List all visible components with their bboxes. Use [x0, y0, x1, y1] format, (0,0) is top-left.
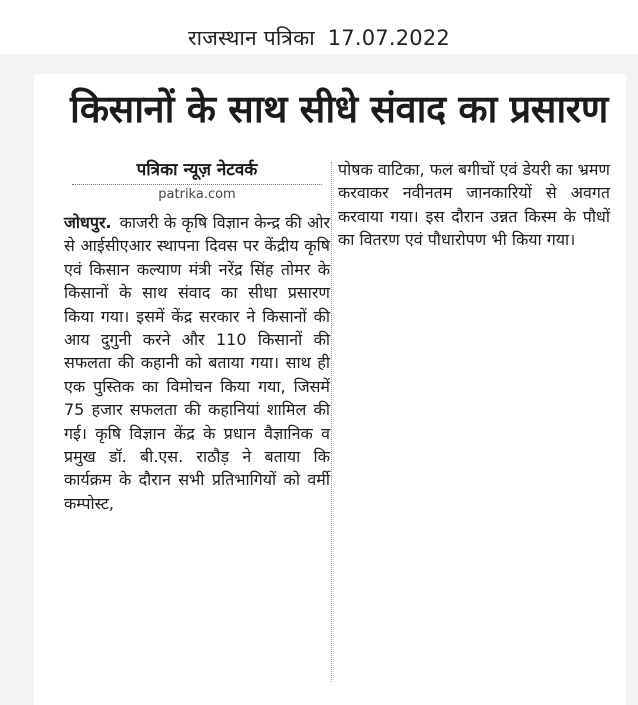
news-clipping	[34, 74, 626, 705]
article-column-left	[64, 158, 330, 515]
article-body-right: पोषक वाटिका, फल बगीचों एवं डेयरी का भ्रमण करवाकर नवीनतम जानकारियों से अवगत करवाया गया। इस दौरान उन्नत किस्म के पौधों का वितरण एवं पौधारोपण भी किया गया।	[338, 160, 610, 250]
newspaper-name: राजस्थान पत्रिका	[187, 26, 315, 50]
article-text-left: काजरी के कृषि विज्ञान केन्द्र की ओर से आईसीएआर स्थापना दिवस पर केंद्रीय कृषि एवं किसान कल्याण मंत्री नरेंद्र सिंह तोमर के किसानों के साथ संवाद का सीधा प्रसारण किया गया। इसमें केंद्र सरकार ने किसानों की आय दुगुनी करने और 110 किसानों की सफलता की कहानी को बताया गया। साथ ही एक पुस्तिक का विमोचन किया गया, जिसमें 75 हजार सफलता की कहानियां शामिल की गई। कृषि विज्ञान केंद्र के प्रधान वैज्ञानिक व प्रमुख डॉ. बी.एस. राठौड़ ने बताया कि कार्यक्रम के दौरान सभी प्रतिभागियों को वर्मी कम्पोस्ट,	[64, 213, 330, 513]
newspaper-header	[0, 24, 638, 52]
article-column-right	[338, 158, 610, 252]
article-headline: किसानों के साथ सीधे संवाद का प्रसारण	[70, 87, 608, 131]
article-dateline: जोधपुर.	[64, 213, 112, 232]
article-source-site: patrika.com	[158, 187, 236, 202]
article-byline: पत्रिका न्यूज़ नेटवर्क	[136, 160, 258, 180]
article-body-left	[64, 211, 330, 515]
column-divider	[331, 162, 332, 682]
publication-date: 17.07.2022	[327, 26, 450, 50]
